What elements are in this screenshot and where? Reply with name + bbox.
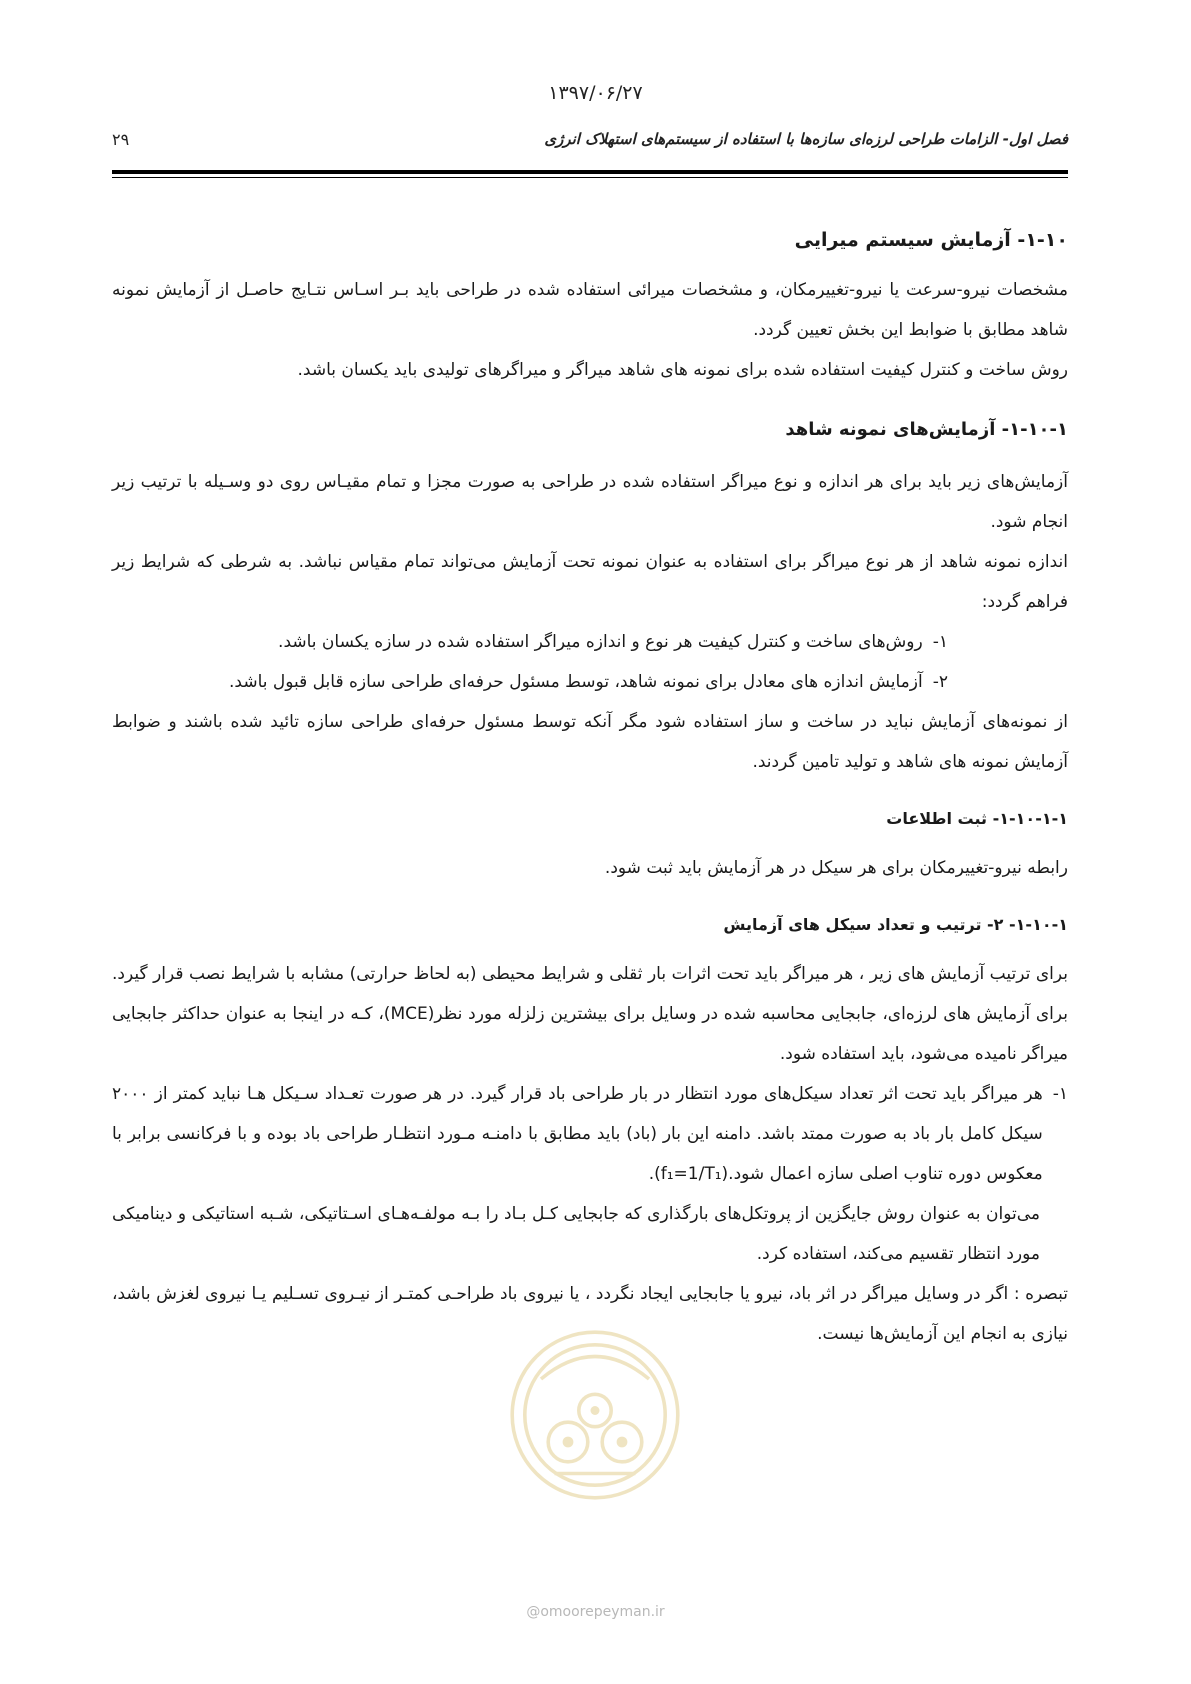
section-heading: ۱-۱۰- آزمایش سیستم میرایی [794,229,1068,251]
watermark-url: @omoorepeyman.ir [526,1604,665,1620]
subsection-1-paragraph-3: از نمونه‌های آزمایش نباید در ساخت و ساز استفاده شود مگر آنکه توسط مسئول حرفه‌ای طراحی سازه تائید شده باشند و ضوابط آزمایش نمونه های شاهد و تولید تامین گردند. [112,712,1068,772]
list-item-text: آزمایش اندازه های معادل برای نمونه شاهد، توسط مسئول حرفه‌ای طراحی سازه قابل قبول باشد. [229,672,923,692]
subsection-1-1-paragraph: رابطه نیرو-تغییرمکان برای هر سیکل در هر آزمایش باید ثبت شود. [604,858,1068,878]
main-content [112,222,1068,1354]
subsection-1-2-paragraph-1: برای ترتیب آزمایش های زیر ، هر میراگر باید تحت اثرات بار ثقلی و شرایط محیطی (به لحاظ حرارتی) مشابه با شرایط نصب قرار گیرد. برای آزمایش های لرزه‌ای، جابجایی محاسبه شده در وسایل برای بیشترین زلزله مورد نظر(MCE)، کـه در اینجا به عنوان حداکثر جابجایی میراگر نامیده می‌شود، باید استفاده شود. [112,964,1068,1064]
note-paragraph: تبصره : اگر در وسایل میراگر در اثر باد، نیرو یا جابجایی ایجاد نگردد ، یا نیروی باد طراحـی کمتـر از نیـروی تسـلیم یـا نیروی لغزش باشد، نیازی به انجام این آزمایش‌ها نیست. [112,1284,1068,1344]
section-paragraph-1: مشخصات نیرو-سرعت یا نیرو-تغییرمکان، و مشخصات میرائی استفاده شده در طراحی باید بـر اسـاس نتـایج حاصـل از آزمایش نمونه شاهد مطابق با ضوابط این بخش تعیین گردد. [112,280,1068,340]
header-rule-thin [112,177,1068,178]
list-item-text: روش‌های ساخت و کنترل کیفیت هر نوع و اندازه میراگر استفاده شده در سازه یکسان باشد. [278,632,923,652]
running-header [112,130,1068,158]
watermark-logo [505,1325,685,1505]
list-item-number: ۱- [1052,1084,1068,1104]
list-item [112,662,1068,702]
list-item-number: ۱- [932,632,948,652]
subsection-1-paragraph-2: اندازه نمونه شاهد از هر نوع میراگر برای استفاده به عنوان نمونه تحت آزمایش می‌تواند تمام مقیاس نباشد. به شرطی که شرایط زیر فراهم گردد: [112,552,1068,612]
section-paragraph-2: روش ساخت و کنترل کیفیت استفاده شده برای نمونه های شاهد میراگر و میراگرهای تولیدی باید یکسان باشد. [297,360,1068,380]
document-date: ۱۳۹۷/۰۶/۲۷ [548,82,643,104]
list-item [112,622,1068,662]
chapter-title: فصل اول- الزامات طراحی لرزه‌ای سازه‌ها با استفاده از سیستم‌های استهلاک انرژی [544,130,1068,148]
page-number: ۲۹ [112,130,130,149]
subsection-1-heading: ۱-۱۰-۱- آزمایش‌های نمونه شاهد [785,419,1068,440]
list-item-text: هر میراگر باید تحت اثر تعداد سیکل‌های مورد انتظار در بار طراحی باد قرار گیرد. در هر صورت تعـداد سـیکل هـا نباید کمتر از ۲۰۰۰ سیکل کامل بار باد به صورت ممتد باشد. دامنه این بار (باد) باید مطابق با دامنـه مـورد انتظـار طراحی باد بوده و با فرکانسی برابر با معکوس دوره تناوب اصلی سازه اعمال شود.(f₁=1/T₁). [112,1084,1043,1184]
subsection-1-2-heading: ۱-۱۰-۱- ۲- ترتیب و تعداد سیکل های آزمایش [723,915,1068,934]
subsection-1-1-heading: ۱-۱۰-۱-۱- ثبت اطلاعات [886,809,1068,828]
list-item-number: ۲- [932,672,948,692]
list-item [112,1074,1068,1194]
conditions-list [112,622,1068,702]
subsection-1-paragraph-1: آزمایش‌های زیر باید برای هر اندازه و نوع میراگر استفاده شده در طراحی به صورت مجزا و تمام مقیـاس روی دو وسـیله با ترتیب زیر انجام شود. [112,472,1068,532]
subsection-1-2-paragraph-2: می‌توان به عنوان روش جایگزین از پروتکل‌های بارگذاری که جابجایی کـل بـاد را بـه مولفـه‌هـای اسـتاتیکی، شـبه استاتیکی و دینامیکی مورد انتظار تقسیم می‌کند، استفاده کرد. [112,1204,1040,1264]
header-rule-thick [112,170,1068,174]
cycles-list [112,1074,1068,1194]
